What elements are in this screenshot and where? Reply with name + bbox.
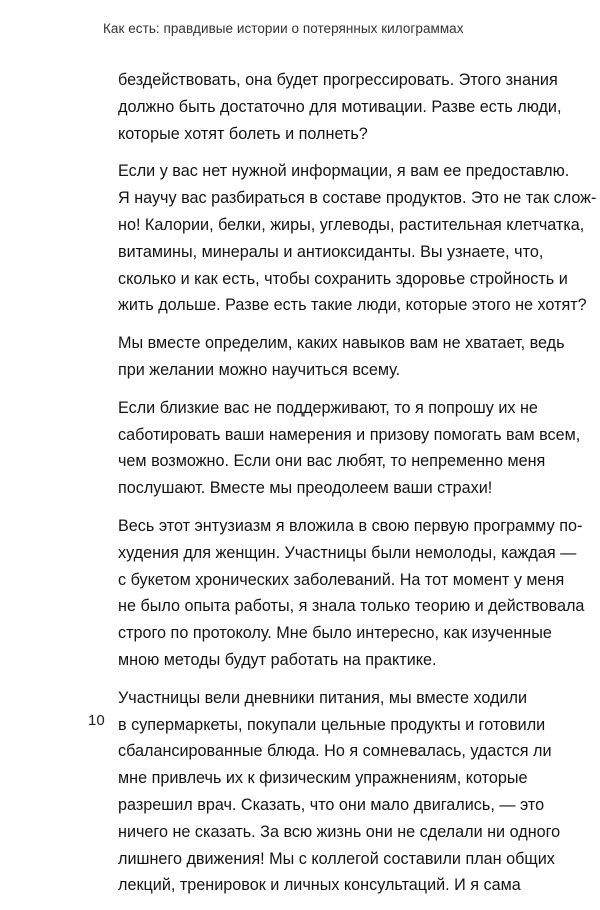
running-head: Как есть: правдивые истории о потерянных килограммах (103, 21, 464, 36)
text-line: Весь этот энтузиазм я вложила в свою первую программу по- (118, 516, 583, 535)
text-line: разрешил врач. Сказать, что они мало двигались, — это (118, 795, 545, 814)
text-line: при желании можно научиться всему. (118, 360, 401, 379)
text-line: мною методы будут работать на практике. (118, 650, 437, 669)
text-line: с букетом хронических заболеваний. На тот момент у меня (118, 570, 565, 589)
text-line: мне привлечь их к физическим упражнениям, которые (118, 769, 528, 788)
text-line: послушают. Вместе мы преодолеем ваши страхи! (118, 479, 493, 498)
text-line: в супермаркеты, покупали цельные продукты и готовили (118, 715, 546, 734)
text-line: ничего не сказать. За всю жизнь они не сделали ни одного (118, 822, 561, 841)
text-line: но! Калории, белки, жиры, углеводы, растительная клетчатка, (118, 215, 585, 234)
text-line: должно быть достаточно для мотивации. Разве есть люди, (118, 97, 562, 116)
paragraph-6 (118, 685, 561, 899)
text-line: жить дольше. Разве есть такие люди, которые этого не хотят? (118, 296, 587, 315)
text-line: сбалансированные блюда. Но я сомневалась, удастся ли (118, 742, 552, 761)
text-line: не было опыта работы, я знала только теорию и действовала (118, 597, 585, 616)
text-line: чем возможно. Если они вас любят, то непременно меня (118, 452, 546, 471)
text-line: Мы вместе определим, каких навыков вам не хватает, ведь (118, 334, 565, 353)
text-line: Участницы вели дневники питания, мы вместе ходили (118, 688, 528, 707)
page-number: 10 (88, 712, 105, 729)
text-line: Я научу вас разбираться в составе продуктов. Это не так слож- (118, 189, 597, 208)
paragraph-5 (118, 513, 585, 674)
paragraph-4 (118, 395, 581, 502)
text-line: лекций, тренировок и личных консультаций. И я сама (118, 876, 521, 895)
text-line: Если близкие вас не поддерживают, то я попрошу их не (118, 398, 538, 417)
text-line: худения для женщин. Участницы были немолоды, каждая — (118, 543, 577, 562)
paragraph-2 (118, 158, 597, 319)
text-line: строго по протоколу. Мне было интересно, как изученные (118, 624, 552, 643)
paragraph-1 (118, 67, 562, 147)
text-line: Если у вас нет нужной информации, я вам ее предоставлю. (118, 162, 570, 181)
text-line: саботировать ваши намерения и призову помогать вам всем, (118, 425, 581, 444)
text-line: лишнего движения! Мы с коллегой составили план общих (118, 849, 555, 868)
text-line: сколько и как есть, чтобы сохранить здоровье стройность и (118, 269, 568, 288)
text-line: которые хотят болеть и полнеть? (118, 124, 368, 143)
paragraph-3 (118, 330, 565, 384)
body-text (118, 67, 597, 910)
text-line: витамины, минералы и антиоксиданты. Вы узнаете, что, (118, 242, 544, 261)
text-line: бездействовать, она будет прогрессировать. Этого знания (118, 71, 558, 89)
